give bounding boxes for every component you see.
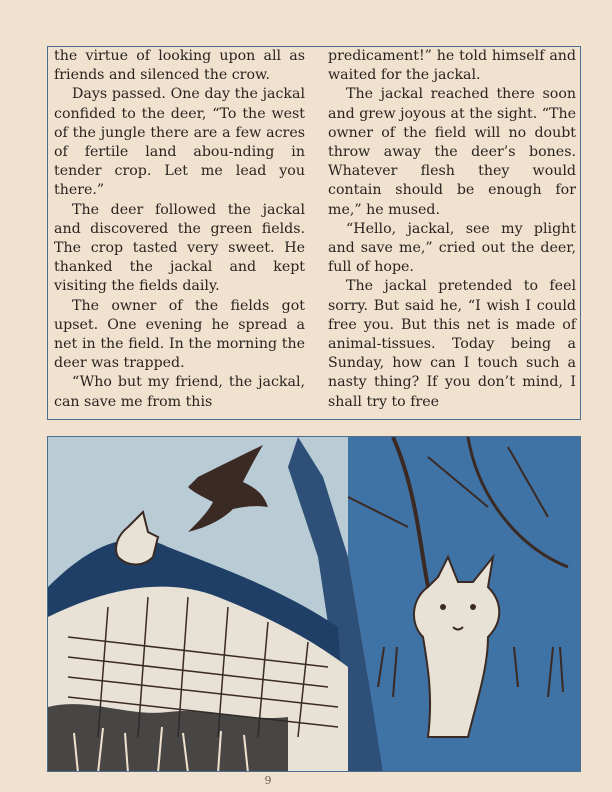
paragraph: The deer followed the jackal and discovered the green fields. The crop tasted very sweet. He thanked the jackal and kept visiting the fields daily. (54, 201, 305, 295)
page-number: 9 (264, 774, 272, 787)
right-text-column (328, 47, 576, 412)
paragraph: “Who but my friend, the jackal, can save me from this (54, 374, 305, 410)
paragraph: predicament!” he told himself and waited for the jackal. (328, 48, 576, 84)
paragraph: Days passed. One day the jackal confided to the deer, “To the west of the jungle there are a few acres of fertile land abou-nding in tender crop. Let me lead you there.” (54, 86, 305, 199)
left-text-column (54, 47, 305, 412)
paragraph: “Hello, jackal, see my plight and save me,” cried out the deer, full of hope. (328, 220, 576, 276)
story-illustration (47, 436, 581, 772)
story-text-frame (47, 46, 581, 420)
paragraph: The jackal reached there soon and grew joyous at the sight. “The owner of the field will no doubt throw away the deer’s bones. Whatever flesh they would contain should be enough for me,” he mused. (328, 86, 576, 218)
illustration-artwork (48, 437, 581, 772)
paragraph: the virtue of looking upon all as friends and silenced the crow. (54, 48, 305, 84)
paragraph: The jackal pretended to feel sorry. But said he, “I wish I could free you. But this net is made of animal-tissues. Today being a Sunday, how can I touch such a nasty thing? If you don’t mind, I shall try to free (328, 278, 576, 410)
paragraph: The owner of the fields got upset. One evening he spread a net in the field. In the morning the deer was trapped. (54, 297, 305, 372)
